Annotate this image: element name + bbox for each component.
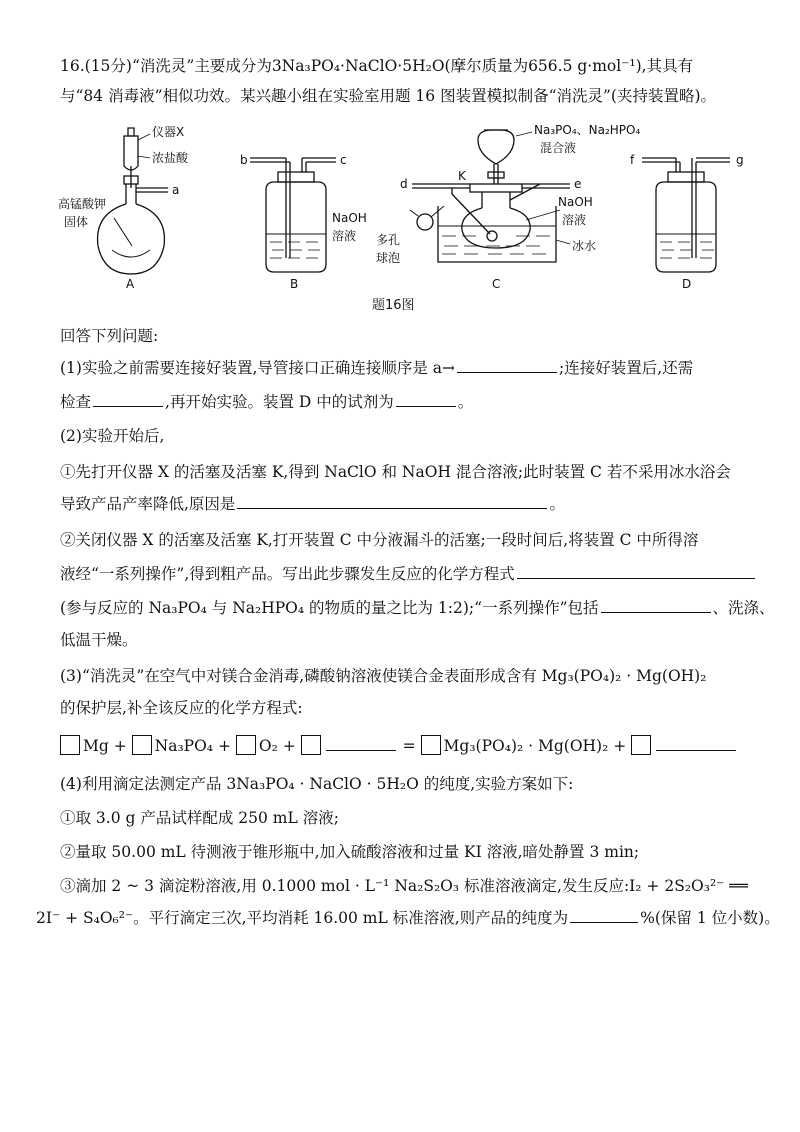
coef-box-reactant4[interactable] [301, 735, 321, 755]
label-b-solution: 溶液 [332, 229, 357, 243]
apparatus-b [250, 158, 336, 272]
part2-head: (2)实验开始后, [60, 427, 165, 445]
coef-box-o2[interactable] [236, 735, 256, 755]
blank-reason[interactable] [237, 492, 547, 509]
part2-step2-line1: ②关闭仪器 X 的活塞及活塞 K,打开装置 C 中分液漏斗的活塞;一段时间后,将装置 C 中所得溶 [60, 531, 699, 549]
port-g: g [736, 153, 744, 167]
blank-operations[interactable] [601, 596, 711, 613]
apparatus-figure [40, 122, 770, 322]
part2-text-5: 、洗涤、 [712, 599, 775, 617]
blank-purity[interactable] [570, 906, 638, 923]
blank-reagent-d[interactable] [396, 390, 456, 407]
blank-product2[interactable] [656, 734, 736, 751]
part3-line2: 的保护层,补全该反应的化学方程式: [60, 699, 303, 717]
blank-equation[interactable] [517, 562, 755, 579]
port-b: b [240, 153, 248, 167]
part2-text-4: (参与反应的 Na₃PO₄ 与 Na₂HPO₄ 的物质的量之比为 1:2);“一系列操作”包括 [60, 599, 599, 617]
part1-text-3: 检查 [60, 393, 92, 411]
eq-o2: O₂ + [258, 737, 296, 755]
part2-step2-line4: 低温干燥。 [60, 631, 138, 649]
blank-check[interactable] [93, 390, 163, 407]
coef-box-na3po4[interactable] [132, 735, 152, 755]
label-c-naoh: NaOH [558, 195, 593, 209]
part2-step2-line3 [60, 596, 780, 620]
port-e: e [574, 177, 582, 191]
eq-product: Mg₃(PO₄)₂ · Mg(OH)₂ + [443, 737, 627, 755]
port-a: a [172, 183, 180, 197]
part4-text-2: %(保留 1 位小数)。 [640, 909, 780, 927]
part1-line1 [60, 356, 780, 380]
coef-box-product[interactable] [421, 735, 441, 755]
part1-text-2: ;连接好装置后,还需 [559, 359, 694, 377]
label-kmno4-1: 高锰酸钾 [58, 197, 107, 211]
label-c-funnel-1: Na₃PO₄、Na₂HPO₄ [534, 123, 641, 137]
part4-step1: ①取 3.0 g 产品试样配成 250 mL 溶液; [60, 809, 339, 827]
apparatus-d [642, 158, 730, 272]
part4-step3: ③滴加 2 ~ 3 滴淀粉溶液,用 0.1000 mol · L⁻¹ Na₂S₂O₃ 标准溶液滴定,发生反应:I₂ + 2S₂O₃²⁻ ══ [60, 877, 748, 895]
part2-step1-line1: ①先打开仪器 X 的活塞及活塞 K,得到 NaClO 和 NaOH 混合溶液;此时装置 C 若不采用冰水浴会 [60, 463, 731, 481]
part2-text-3: 液经“一系列操作”,得到粗产品。写出此步骤发生反应的化学方程式 [60, 565, 515, 583]
label-b-naoh: NaOH [332, 211, 367, 225]
part4-step3-cont [36, 906, 780, 930]
coef-box-product2[interactable] [631, 735, 651, 755]
part1-text-1: (1)实验之前需要连接好装置,导管接口正确连接顺序是 a→ [60, 359, 456, 377]
part4-line1: (4)利用滴定法测定产品 3Na₃PO₄ · NaClO · 5H₂O 的纯度,实验方案如下: [60, 775, 574, 793]
part4-step2: ②量取 50.00 mL 待测液于锥形瓶中,加入硫酸溶液和过量 KI 溶液,暗处静置 3 min; [60, 843, 640, 861]
part2-step2-line2 [60, 562, 780, 586]
port-d: d [400, 177, 408, 191]
label-d: D [682, 277, 692, 291]
part3-equation [60, 734, 780, 758]
eq-na3po4: Na₃PO₄ + [154, 737, 231, 755]
label-porous-2: 球泡 [376, 251, 401, 265]
port-c: c [340, 153, 347, 167]
part3-line1: (3)“消洗灵”在空气中对镁合金消毒,磷酸钠溶液使镁合金表面形成含有 Mg₃(PO₄)₂ · Mg(OH)₂ [60, 667, 707, 685]
part4-text-1: 2I⁻ + S₄O₆²⁻。平行滴定三次,平均消耗 16.00 mL 标准溶液,则产品的纯度为 [36, 909, 569, 927]
label-c-solution: 溶液 [562, 213, 587, 227]
label-k: K [458, 169, 466, 183]
coef-box-mg[interactable] [60, 735, 80, 755]
part2-step1-line2 [60, 492, 780, 516]
eq-equals: = [402, 737, 416, 755]
part1-text-5: 。 [457, 393, 474, 411]
part2-text-1: 导致产品产率降低,原因是 [60, 495, 236, 513]
eq-mg: Mg + [83, 737, 127, 755]
blank-connection-order[interactable] [457, 356, 557, 373]
figure-caption: 题16图 [372, 298, 415, 313]
answer-prompt: 回答下列问题: [60, 327, 159, 345]
label-a: A [126, 277, 135, 291]
label-b: B [290, 277, 299, 291]
label-c: C [492, 277, 501, 291]
blank-reactant4[interactable] [326, 734, 396, 751]
q16-intro-line2: 与“84 消毒液”相似功效。某兴趣小组在实验室用题 16 图装置模拟制备“消洗灵”(夹持装置略)。 [60, 87, 717, 105]
label-conc-hcl: 浓盐酸 [152, 151, 189, 165]
part1-line2 [60, 390, 780, 414]
label-porous-1: 多孔 [376, 233, 401, 247]
part1-text-4: ,再开始实验。装置 D 中的试剂为 [165, 393, 394, 411]
apparatus-diagram [40, 122, 770, 292]
port-f: f [630, 153, 635, 167]
label-instrument-x: 仪器X [152, 125, 185, 139]
q16-intro-line1: 16.(15分)“消洗灵”主要成分为3Na₃PO₄·NaClO·5H₂O(摩尔质量为656.5 g·mol⁻¹),其具有 [60, 57, 694, 75]
apparatus-a [98, 128, 168, 274]
label-c-funnel-2: 混合液 [540, 141, 577, 155]
part2-text-2: 。 [549, 495, 565, 513]
label-ice-water: 冰水 [572, 239, 597, 253]
label-kmno4-2: 固体 [64, 215, 89, 229]
